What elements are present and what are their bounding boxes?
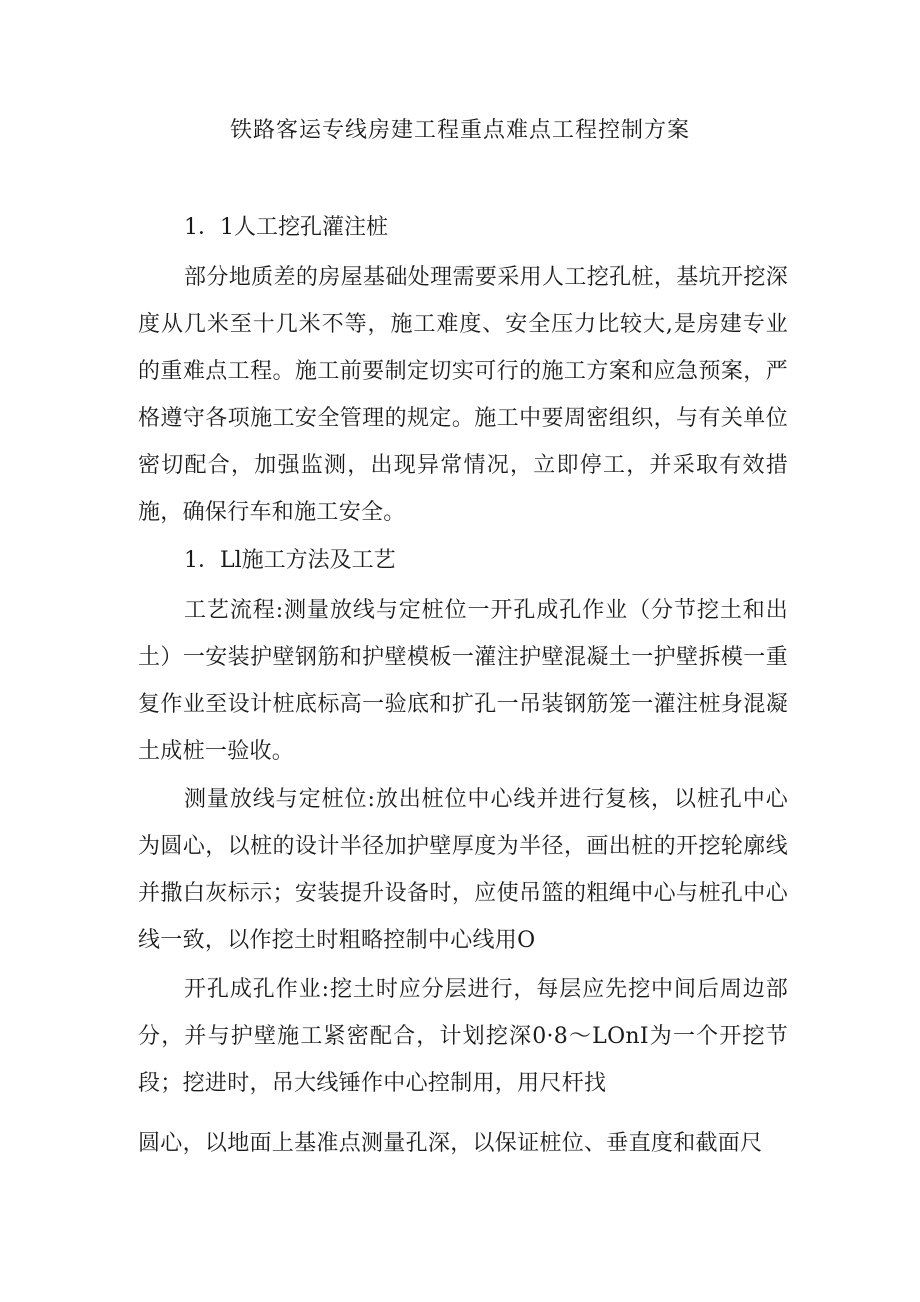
paragraph-survey-layout: 测量放线与定桩位:放出桩位中心线并进行复核，以桩孔中心为圆心，以桩的设计半径加护壁厚度为半径，画出桩的开挖轮廓线并撒白灰标示；安装提升设备时，应使吊篮的粗绳中心与桩孔中心线一致，以作挖土时粗略控制中心线用O <box>138 787 788 953</box>
document-title: 铁路客运专线房建工程重点难点工程控制方案 <box>229 118 690 143</box>
section-heading-1-1-1: 1．Ll施工方法及工艺 <box>184 548 396 573</box>
paragraph-process-flow: 工艺流程:测量放线与定桩位一开孔成孔作业（分节挖土和出土）一安装护壁钢筋和护壁模板一灌注护壁混凝土一护壁拆模一重复作业至设计桩底标高一验底和扩孔一吊装钢筋笼一灌注桩身混凝土成桩一验收。 <box>138 598 788 764</box>
paragraph-excavation: 开孔成孔作业:挖土时应分层进行，每层应先挖中间后周边部分，并与护壁施工紧密配合，计划挖深0·8～LOnI为一个开挖节段；挖进时，吊大线锤作中心控制用，用尺杆找 <box>138 977 788 1096</box>
section-heading-1-1: 1．1人工挖孔灌注桩 <box>184 215 388 240</box>
paragraph-continuation: 圆心，以地面上基准点测量孔深，以保证桩位、垂直度和截面尺 <box>138 1131 763 1156</box>
paragraph-intro: 部分地质差的房屋基础处理需要采用人工挖孔桩，基坑开挖深度从几米至十几米不等，施工难度、安全压力比较大,是房建专业的重难点工程。施工前要制定切实可行的施工方案和应急预案，严格遵守各项施工安全管理的规定。施工中要周密组织，与有关单位密切配合，加强监测，出现异常情况，立即停工，并采取有效措施，确保行车和施工安全。 <box>138 265 788 525</box>
